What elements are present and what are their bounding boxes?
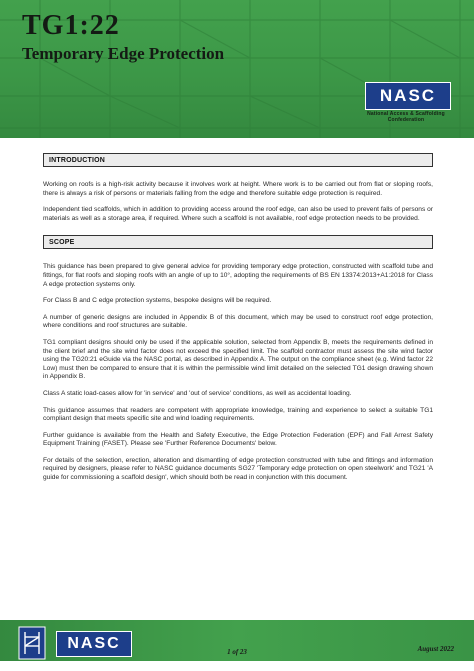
section-heading-label: SCOPE	[49, 238, 75, 246]
section-heading-scope	[43, 235, 433, 249]
header-banner	[0, 0, 474, 138]
paragraph: TG1 compliant designs should only be used if the applicable solution, selected from Appendix B, meets the requirements defined in the client brief and the site wind factor does not exceed the specified limit. The scaffold contractor must assess the site wind factor using the TG20:21 eGuide via the NASC portal, as described in Appendix A. The output on the compliance sheet (e.g. Wind factor 22 Low) must then be compared to ensure that it is within the permissible wind limit detailed on the selected TG1 design drawing shown in Appendix B.	[43, 338, 433, 381]
logo-subline-2: Confederation	[387, 117, 425, 123]
section-heading-introduction	[43, 153, 433, 167]
document-code: TG1:22	[22, 10, 120, 41]
nasc-logo	[365, 82, 451, 110]
paragraph: Independent tied scaffolds, which in addition to providing access around the roof edge, can also be used to prevent falls of persons or materials as well as a storage area, if required. Where such a scaffold is not available, roof edge protection needs to be provided.	[43, 206, 433, 222]
paragraph: This guidance assumes that readers are competent with appropriate knowledge, training and experience to select a suitable TG1 compliant design that meets specific site and wind loading requirements.	[43, 406, 433, 423]
footer-nasc-logo-text: NASC	[67, 635, 121, 652]
document-title: Temporary Edge Protection	[22, 44, 225, 63]
section-heading-label: INTRODUCTION	[49, 156, 106, 164]
page-footer	[0, 612, 474, 671]
document-body	[43, 153, 433, 491]
paragraph: Working on roofs is a high-risk activity because it involves work at height. Where work is to be carried out from flat or sloping roofs, there is always a risk of persons or materials falling from the edge and therefore suitable edge protection is required.	[43, 181, 433, 197]
publication-date: August 2022	[417, 645, 454, 653]
paragraph: For Class B and C edge protection systems, bespoke designs will be required.	[43, 297, 272, 305]
paragraph: Class A static load-cases allow for 'in service' and 'out of service' conditions, as well as accidental loading.	[43, 389, 352, 397]
nasc-logo-text: NASC	[379, 86, 437, 105]
paragraph: A number of generic designs are included in Appendix B of this document, which may be used to construct roof edge protection, where conditions and roof structures are suitable.	[43, 313, 433, 330]
paragraph: For details of the selection, erection, alteration and dismantling of edge protection constructed with tube and fittings and information required by designers, please refer to NASC guidance documents SG27 'Temporary edge protection on open steelwork' and TG21 'A guide for commissioning a scaffold design', which should both be read in conjunction with this document.	[43, 456, 433, 482]
nasc-logo-subtitle	[350, 111, 462, 123]
scaffold-badge-icon	[18, 626, 46, 660]
logo-subline-1: National Access & Scaffolding	[367, 111, 445, 117]
paragraph: Further guidance is available from the Health and Safety Executive, the Edge Protection Federation (EPF) and Fall Arrest Safety Equipment Training (FASET). Please see 'Further Reference Documents' below.	[43, 431, 433, 448]
footer-nasc-logo	[56, 631, 132, 657]
paragraph: This guidance has been prepared to give general advice for providing temporary edge protection, constructed with scaffold tube and fittings, for flat roofs and sloping roofs with an angle of up to 10°, adopting the requirements of BS EN 13374:2013+A1:2018 for Class A edge protection systems only.	[43, 263, 433, 288]
page-number: 1 of 23	[227, 648, 247, 656]
